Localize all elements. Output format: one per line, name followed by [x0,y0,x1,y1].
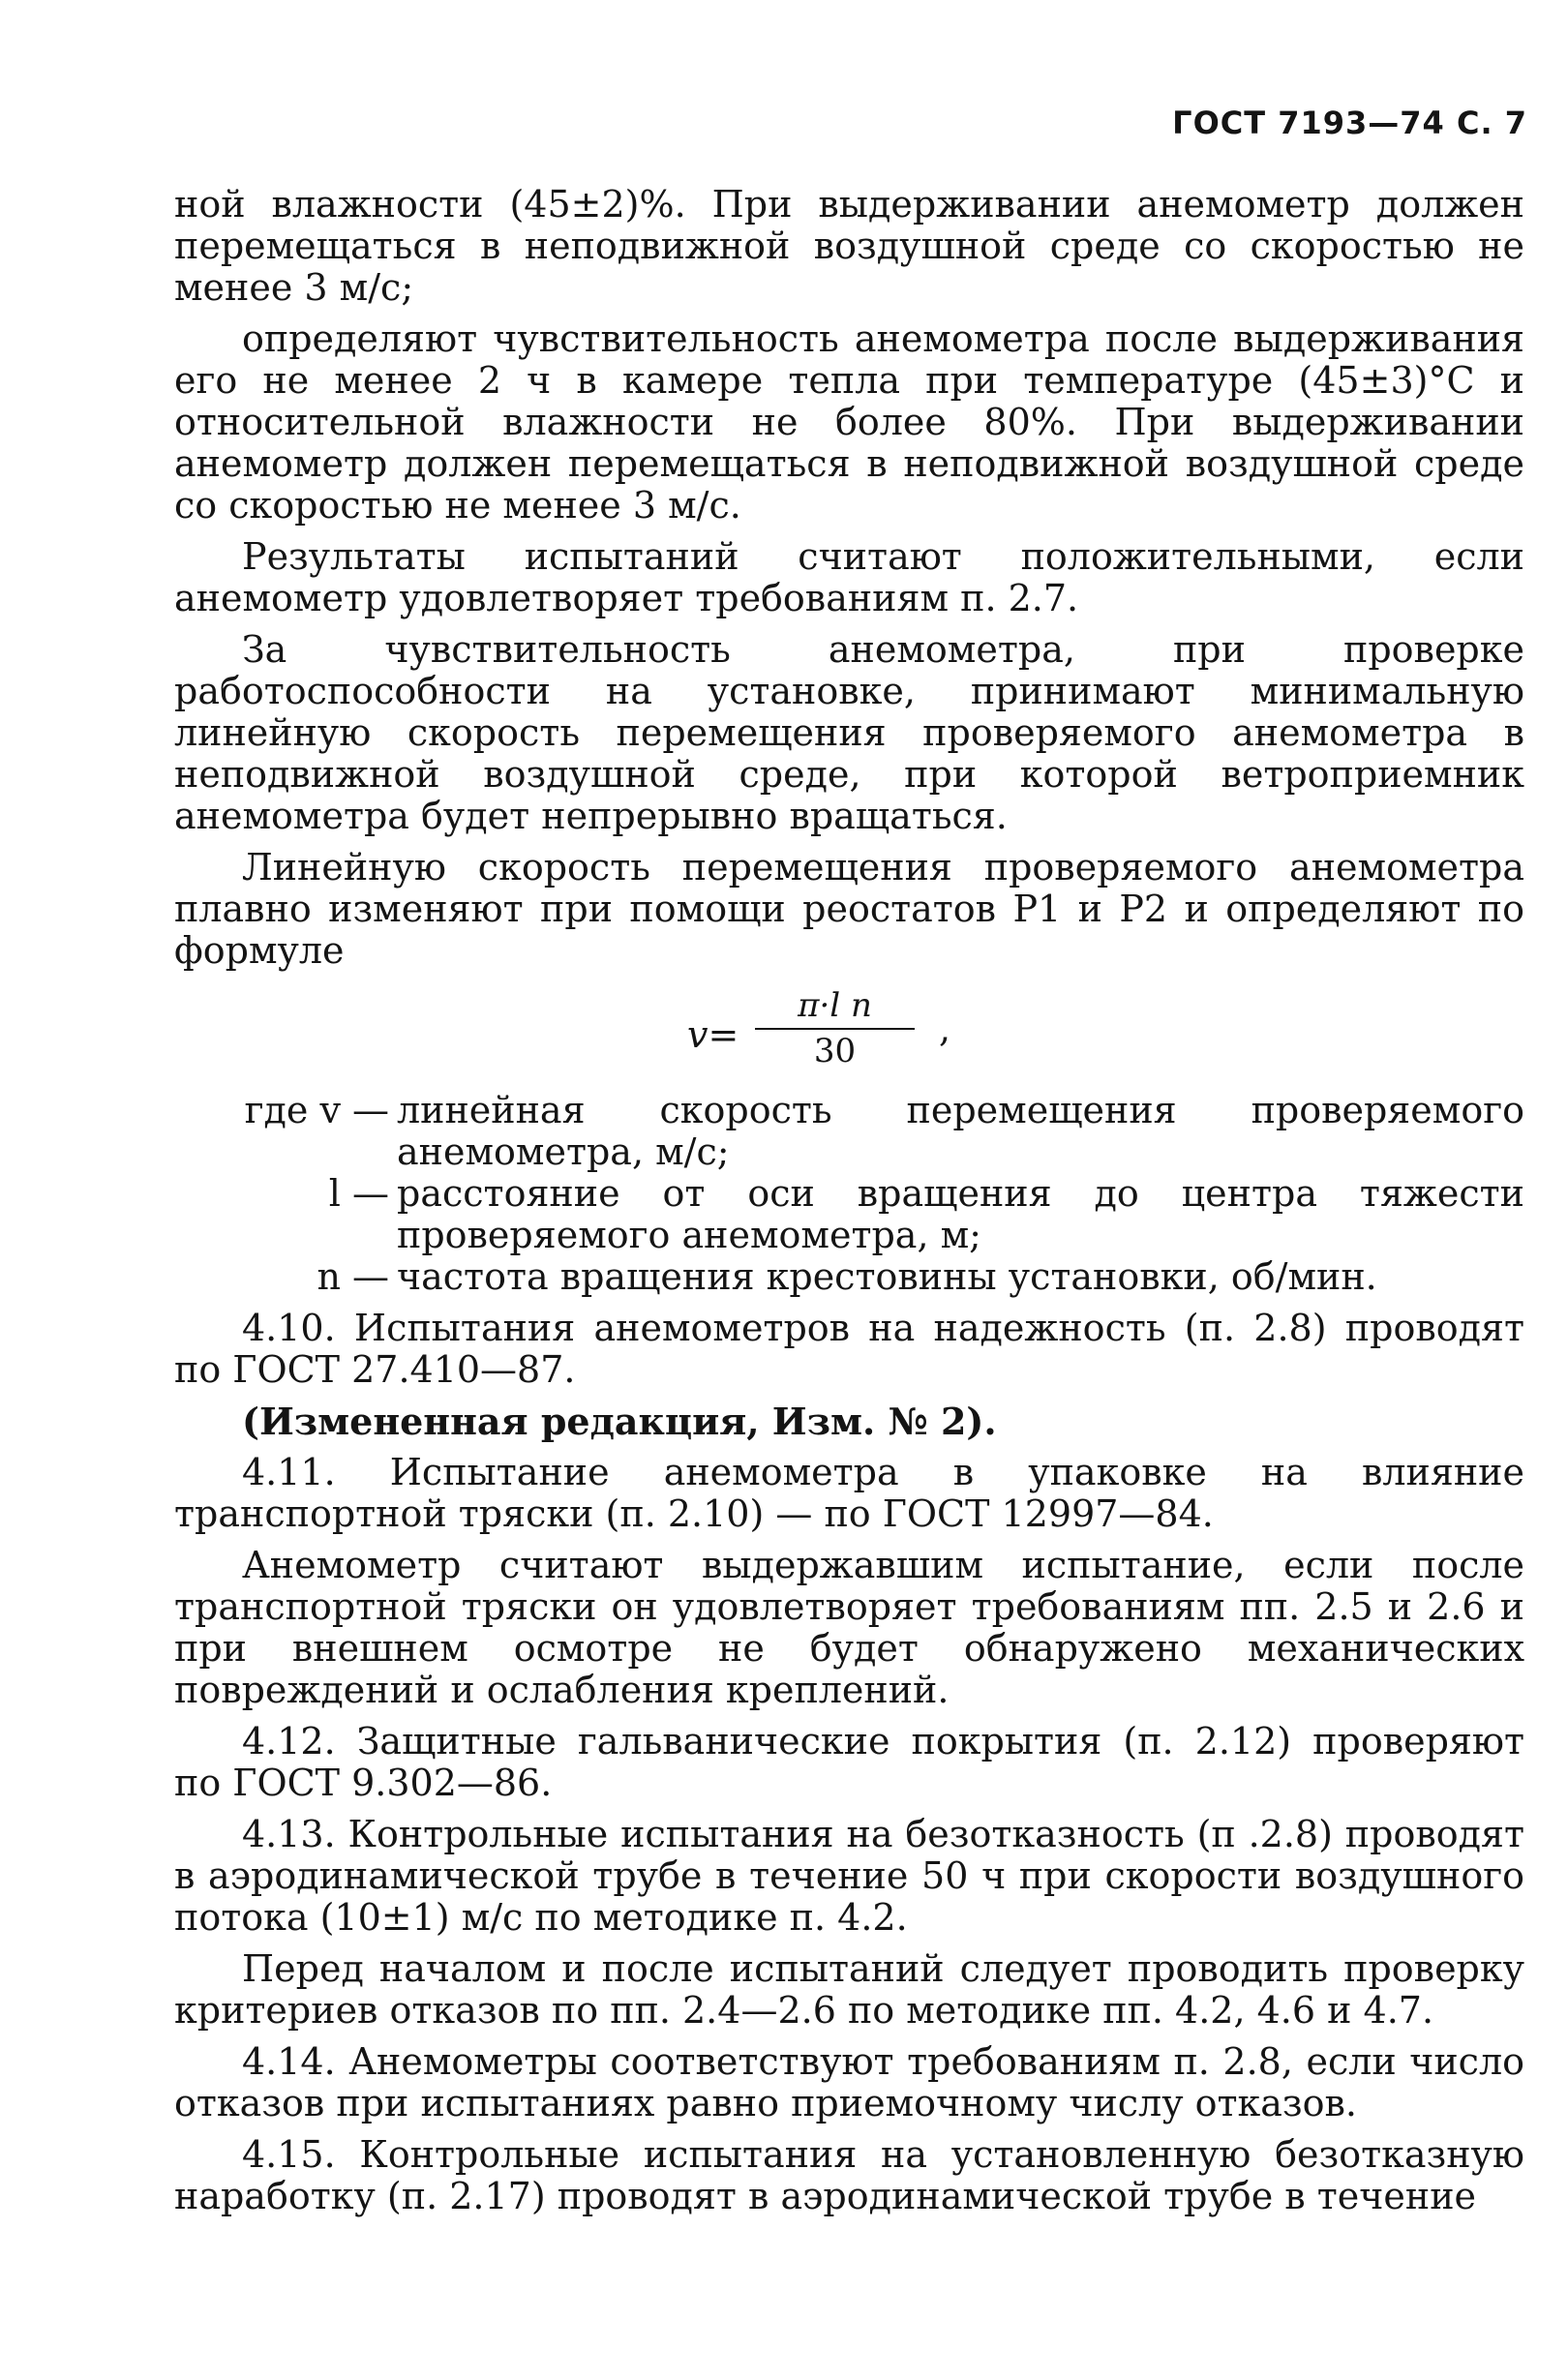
section-4-15: 4.15. Контрольные испытания на установленную безотказную наработку (п. 2.17) проводят в аэродинамической трубе в течение [174,2133,1524,2217]
definition-row [174,1256,1524,1298]
formula-lhs: v= [687,1013,739,1056]
section-4-10: 4.10. Испытания анемометров на надежность (п. 2.8) проводят по ГОСТ 27.410—87. [174,1307,1524,1391]
definition-desc: частота вращения крестовины установки, об/мин. [397,1255,1377,1298]
fraction-bar [755,1028,915,1030]
definition-row [174,1173,1524,1256]
section-4-11: 4.11. Испытание анемометра в упаковке на влияние транспортной тряски (п. 2.10) — по ГОСТ 12997—84. [174,1451,1524,1535]
section-4-14: 4.14. Анемометры соответствуют требованиям п. 2.8, если число отказов при испытаниях равно приемочному числу отказов. [174,2040,1524,2124]
formula-trailing: , [939,1008,951,1050]
paragraph-sensitivity-after-heat: определяют чувствительность анемометра после выдерживания его не менее 2 ч в камере тепла при температуре (45±3)°С и относительной влажности не более 80%. При выдерживании анемометр должен перемещаться в неподвижной воздушной среде со скоростью не менее 3 м/с. [174,317,1524,527]
paragraph-linear-speed: Линейную скорость перемещения проверяемого анемометра плавно изменяют при помощи реостатов P1 и P2 и определяют по формуле [174,846,1524,972]
page-header: ГОСТ 7193—74 С. 7 [1172,105,1527,141]
section-4-12: 4.12. Защитные гальванические покрытия (п. 2.12) проверяют по ГОСТ 9.302—86. [174,1720,1524,1804]
speed-formula [174,985,1524,1078]
section-4-11-body: Анемометр считают выдержавшим испытание, если после транспортной тряски он удовлетворяет требованиям пп. 2.5 и 2.6 и при внешнем осмотре не будет обнаружено механических повреждений и ослабления креплений. [174,1544,1524,1711]
section-4-13: 4.13. Контрольные испытания на безотказность (п .2.8) проводят в аэродинамической трубе в течение 50 ч при скорости воздушного потока (10±1) м/с по методике п. 4.2. [174,1813,1524,1939]
definition-row [174,1090,1524,1173]
definition-term: n — [317,1255,389,1298]
section-4-13-body: Перед началом и после испытаний следует проводить проверку критериев отказов по пп. 2.4—2.6 по методике пп. 4.2, 4.6 и 4.7. [174,1947,1524,2032]
definition-term: где v — [244,1089,389,1131]
definition-desc: линейная скорость перемещения проверяемого анемометра, м/с; [397,1089,1524,1173]
document-body [174,184,1524,2227]
formula-denominator: 30 [813,1032,857,1070]
paragraph-results: Результаты испытаний считают положительными, если анемометр удовлетворяет требованиям п. 2.7. [174,535,1524,619]
formula-definitions [174,1090,1524,1298]
paragraph-sensitivity-definition: За чувствительность анемометра, при проверке работоспособности на установке, принимают минимальную линейную скорость перемещения проверяемого анемометра в неподвижной воздушной среде, при которой ветроприемник анемометра будет непрерывно вращаться. [174,628,1524,837]
section-4-10-note: (Измененная редакция, Изм. № 2). [242,1400,997,1443]
formula-fraction [755,985,915,1070]
formula-numerator: π·l n [798,986,872,1025]
paragraph-humidity: ной влажности (45±2)%. При выдерживании анемометр должен перемещаться в неподвижной воздушной среде со скоростью не менее 3 м/с; [174,183,1524,309]
definition-desc: расстояние от оси вращения до центра тяжести проверяемого анемометра, м; [397,1172,1524,1256]
definition-term: l — [328,1172,389,1215]
